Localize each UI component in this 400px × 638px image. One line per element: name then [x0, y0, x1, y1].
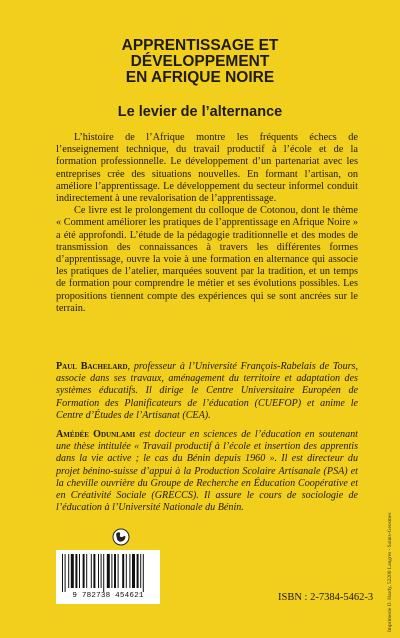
barcode-bar — [91, 554, 92, 588]
author-bio-text-2: est docteur en sciences de l’éducation en soutenant une thèse intitulée « Travail productif à l’école et insertion des apprentis dans la vie active ; le cas du Bénin depuis 1960 ». Il est directeur du projet bénino-suisse d’appui à la Production Scolaire Artisanale (PSA) et la cheville ouvrière du Groupe de Recherche en Éducation Coopérative et en Créativité Sociale (GRECCS). Il assure le cours de sociologie de l’éducation à l’Université Nationale du Bénin. — [56, 429, 358, 514]
isbn-number: ISBN : 2-7384-5462-3 — [278, 592, 374, 603]
barcode-bar — [101, 554, 102, 588]
globe-logo-icon — [112, 528, 130, 546]
title-line-2: DÉVELOPPEMENT — [130, 53, 270, 70]
barcode-bar — [86, 554, 87, 588]
barcode-bar — [111, 554, 112, 588]
barcode-bars — [60, 554, 156, 592]
barcode-bar — [98, 554, 99, 588]
barcode-bar — [83, 554, 85, 588]
author-bio-2 — [56, 429, 358, 514]
barcode-digits: 9 782738 454621 — [72, 592, 144, 600]
barcode-bar — [65, 554, 66, 592]
barcode-bar — [68, 554, 69, 588]
book-subtitle: Le levier de l’alternance — [117, 104, 283, 120]
barcode-bar — [71, 554, 74, 588]
author-bio-text-1: , professeur à l’Université François-Rabelais de Tours, associe dans ses travaux, aménagement du territoire et adaptation des systèmes éducatifs. Il dirige le Centre Universitaire Européen de Formation des Planificateurs de l’éducation (CUEFOP) et anime le Centre d’Études de l’Artisanat (CEA). — [56, 361, 358, 421]
barcode-bar — [79, 554, 80, 588]
barcode-bar — [93, 554, 95, 588]
author-name-2: Amédée Odunlami — [56, 429, 136, 440]
barcode-bar — [137, 554, 139, 588]
title-line-1: APPRENTISSAGE ET — [121, 37, 279, 54]
barcode-bar — [143, 554, 144, 592]
barcode-bar — [126, 554, 127, 588]
barcode-bar — [114, 554, 116, 588]
book-title — [60, 38, 340, 86]
barcode-bar — [103, 554, 104, 592]
barcode-bar — [62, 554, 63, 592]
barcode-bar — [129, 554, 130, 588]
barcode-bar — [140, 554, 141, 588]
author-bio-1 — [56, 361, 358, 422]
barcode-bar — [132, 554, 135, 588]
summary-paragraph-2: Ce livre est le prolongement du colloque de Cotonou, dont le thème « Comment améliorer les pratiques de l’apprentissage en Afrique Noire » a été approfondi. L’étude de la pédagogie traditionnelle et des modes de transmission des connaissances à travers les différentes formes d’apprentissage, ouvre la voie à une formation en alternance qui associe les pratiques de l’atelier, marquées souvent par la tradition, et un temps de formation pour comprendre le métier et ses évolutions possibles. Les propositions tiennent compte des expériences qui se sont ancrées sur le terrain. — [56, 205, 358, 314]
barcode — [56, 550, 160, 604]
printer-note: Imprimerie D. Hardy, 52200 Langres - Saints-Geosmes — [387, 512, 393, 632]
barcode-bar — [75, 554, 77, 588]
author-name-1: Paul Bachelard — [56, 361, 128, 372]
barcode-bar — [122, 554, 124, 588]
barcode-bar — [118, 554, 119, 588]
title-line-3: EN AFRIQUE NOIRE — [125, 69, 275, 86]
summary-text — [56, 132, 358, 315]
summary-paragraph-1: L’histoire de l’Afrique montre les fréquents échecs de l’enseignement technique, du travail productif à l’école et de la formation professionnelle. Le développement d’un partenariat avec les entreprises crée des situations nouvelles. En formant l’artisan, on améliore l’apprentissage. Le développement du secteur informel conduit indirectement à une revalorisation de l’apprentissage. — [56, 132, 358, 205]
barcode-bar — [107, 554, 110, 588]
